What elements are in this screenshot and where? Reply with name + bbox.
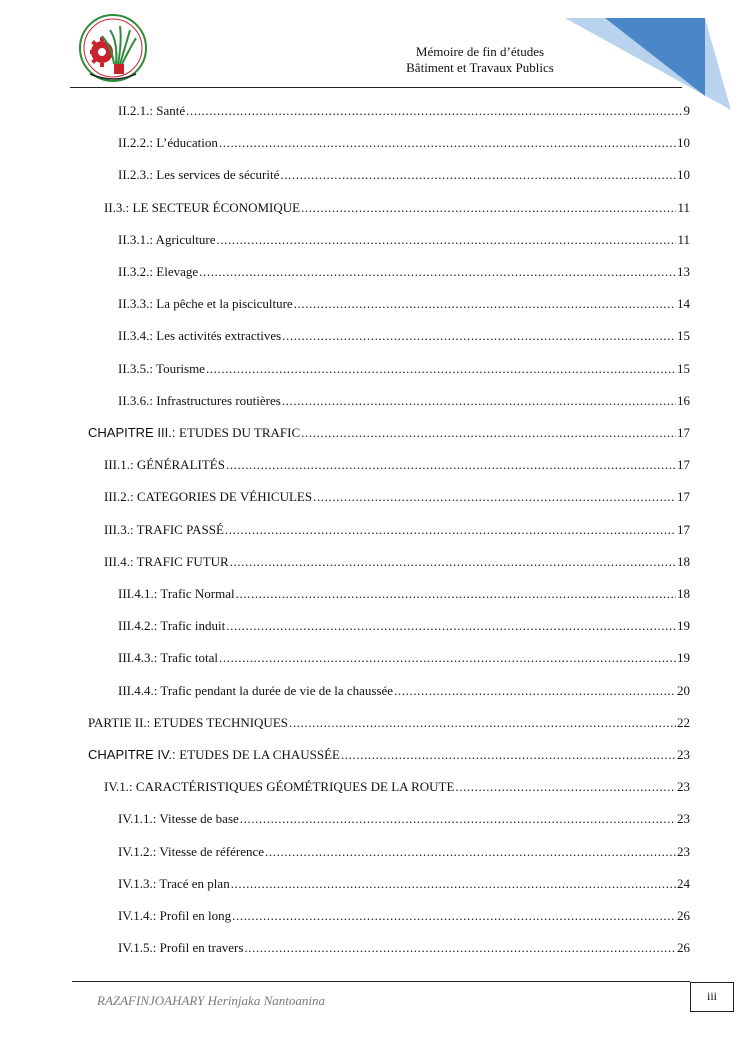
toc-entry-page: 17 xyxy=(677,489,690,505)
toc-leader-dots xyxy=(313,489,676,505)
toc-entry-label: II.3.2.: Elevage xyxy=(118,264,199,279)
toc-entry-label: IV.1.5.: Profil en travers xyxy=(118,940,244,956)
toc-leader-dots xyxy=(186,103,682,119)
toc-entry[interactable] xyxy=(104,554,690,572)
toc-leader-dots xyxy=(301,425,676,441)
toc-entry-page: 15 xyxy=(677,360,690,376)
toc-entry-page: 9 xyxy=(683,103,690,118)
toc-leader-dots xyxy=(230,554,676,570)
toc-entry-label: II.3.6.: Infrastructures routières xyxy=(118,392,281,408)
toc-entry-label xyxy=(88,747,340,763)
toc-entry-page: 23 xyxy=(677,811,690,827)
toc-entry-label: II.3.5.: Tourisme xyxy=(118,360,205,376)
toc-chapter-prefix: CHAPITRE III.: xyxy=(88,425,176,440)
toc-entry-page: 15 xyxy=(677,328,690,344)
toc-entry-page: 20 xyxy=(677,682,690,698)
toc-entry[interactable] xyxy=(118,264,690,282)
toc-entry[interactable] xyxy=(118,361,690,379)
toc-entry-label: II.2.3.: Les services de sécurité xyxy=(118,167,280,183)
toc-leader-dots xyxy=(216,232,676,248)
toc-entry-page: 10 xyxy=(677,167,690,183)
toc-entry-label: II.2.1.: Santé xyxy=(118,103,186,118)
toc-entry-label: III.4.: TRAFIC FUTUR xyxy=(104,553,229,569)
toc-entry-label: PARTIE II.: ETUDES TECHNIQUES xyxy=(88,714,288,730)
toc-entry-label: IV.1.3.: Tracé en plan xyxy=(118,875,230,891)
toc-entry[interactable] xyxy=(104,522,690,540)
toc-entry-label: III.3.: TRAFIC PASSÉ xyxy=(104,521,224,537)
toc-leader-dots xyxy=(455,779,676,795)
toc-entry[interactable] xyxy=(88,715,690,733)
toc-leader-dots xyxy=(232,908,676,924)
toc-leader-dots xyxy=(282,393,676,409)
toc-entry[interactable] xyxy=(118,908,690,926)
document-header xyxy=(380,44,580,76)
toc-chapter-title: ETUDES DE LA CHAUSSÉE xyxy=(179,747,340,762)
toc-leader-dots xyxy=(219,135,676,151)
toc-leader-dots xyxy=(226,457,676,473)
toc-entry[interactable] xyxy=(118,683,690,701)
toc-leader-dots xyxy=(294,296,676,312)
toc-entry[interactable] xyxy=(118,135,690,153)
toc-entry-label: III.2.: CATEGORIES DE VÉHICULES xyxy=(104,489,313,505)
toc-leader-dots xyxy=(282,328,676,344)
toc-entry[interactable] xyxy=(118,393,690,411)
toc-entry[interactable] xyxy=(118,232,690,250)
toc-entry[interactable] xyxy=(118,586,690,604)
header-subtitle: Bâtiment et Travaux Publics xyxy=(406,60,554,75)
toc-entry-label: III.1.: GÉNÉRALITÉS xyxy=(104,457,225,473)
toc-entry[interactable] xyxy=(118,844,690,862)
toc-entry-label: IV.1.2.: Vitesse de référence xyxy=(118,843,265,859)
toc-entry[interactable] xyxy=(88,747,690,765)
toc-entry-label: II.3.1.: Agriculture xyxy=(118,231,216,247)
toc-chapter-title: ETUDES DU TRAFIC xyxy=(179,425,301,440)
toc-entry-page: 19 xyxy=(677,618,690,634)
toc-entry-page: 11 xyxy=(677,199,690,215)
toc-entry-page: 23 xyxy=(677,747,690,762)
toc-entry-label: III.4.2.: Trafic induit xyxy=(118,618,226,634)
toc-entry-page: 18 xyxy=(677,553,690,569)
toc-entry-label: IV.1.1.: Vitesse de base xyxy=(118,811,239,827)
toc-entry-label: II.3.3.: La pêche et la pisciculture xyxy=(118,296,293,312)
toc-entry-label: II.2.2.: L’éducation xyxy=(118,135,218,151)
toc-entry[interactable] xyxy=(88,425,690,443)
toc-entry[interactable] xyxy=(118,296,690,314)
toc-leader-dots xyxy=(240,811,676,827)
toc-entry-page: 13 xyxy=(677,264,690,279)
toc-entry-page: 11 xyxy=(677,231,690,247)
toc-entry-label: III.4.4.: Trafic pendant la durée de vie de la chaussée xyxy=(118,682,394,698)
toc-leader-dots xyxy=(265,844,676,860)
toc-entry[interactable] xyxy=(104,489,690,507)
toc-chapter-prefix: CHAPITRE IV.: xyxy=(88,747,176,762)
footer-divider xyxy=(72,981,690,982)
toc-entry[interactable] xyxy=(118,876,690,894)
toc-entry[interactable] xyxy=(104,200,690,218)
footer-author: RAZAFINJOAHARY Herinjaka Nantoanina xyxy=(97,993,325,1008)
toc-entry-page: 17 xyxy=(677,457,690,473)
toc-leader-dots xyxy=(301,200,676,216)
toc-entry-label: IV.1.: CARACTÉRISTIQUES GÉOMÉTRIQUES DE LA ROUTE xyxy=(104,779,455,795)
toc-entry[interactable] xyxy=(118,618,690,636)
toc-entry[interactable] xyxy=(118,167,690,185)
toc-leader-dots xyxy=(341,747,676,763)
toc-entry-label: IV.1.4.: Profil en long xyxy=(118,908,232,923)
toc-entry[interactable] xyxy=(118,811,690,829)
toc-entry-label: II.3.4.: Les activités extractives xyxy=(118,328,282,344)
toc-leader-dots xyxy=(244,940,676,956)
toc-entry-page: 26 xyxy=(677,908,690,923)
toc-entry[interactable] xyxy=(104,779,690,797)
toc-entry-page: 10 xyxy=(677,135,690,151)
toc-entry-page: 24 xyxy=(677,875,690,891)
toc-leader-dots xyxy=(199,264,676,280)
toc-entry[interactable] xyxy=(118,940,690,958)
toc-entry-page: 26 xyxy=(677,940,690,956)
toc-entry-page: 17 xyxy=(677,425,690,440)
toc-leader-dots xyxy=(394,683,676,699)
toc-entry-page: 17 xyxy=(677,521,690,537)
toc-entry-page: 18 xyxy=(677,586,690,601)
toc-leader-dots xyxy=(280,167,676,183)
toc-entry-page: 14 xyxy=(677,296,690,312)
toc-entry[interactable] xyxy=(118,103,690,121)
toc-entry[interactable] xyxy=(118,650,690,668)
toc-entry-page: 19 xyxy=(677,650,690,666)
toc-entry-label: III.4.1.: Trafic Normal xyxy=(118,586,235,601)
toc-leader-dots xyxy=(289,715,676,731)
toc-entry[interactable] xyxy=(104,457,690,475)
header-divider xyxy=(70,87,682,88)
toc-leader-dots xyxy=(231,876,676,892)
toc-leader-dots xyxy=(225,522,676,538)
toc-entry-label: II.3.: LE SECTEUR ÉCONOMIQUE xyxy=(104,199,301,215)
page-number: iii xyxy=(690,982,734,1012)
toc-leader-dots xyxy=(226,618,676,634)
toc-entry-label xyxy=(88,425,300,441)
school-logo xyxy=(78,12,148,87)
toc-entry-page: 23 xyxy=(677,779,690,795)
toc-leader-dots xyxy=(236,586,676,602)
toc-entry-page: 22 xyxy=(677,714,690,730)
header-title: Mémoire de fin d’études xyxy=(415,44,545,59)
toc-entry-page: 23 xyxy=(677,843,690,859)
toc-entry-page: 16 xyxy=(677,392,690,408)
toc-leader-dots xyxy=(219,650,676,666)
toc-entry[interactable] xyxy=(118,328,690,346)
toc-leader-dots xyxy=(206,361,676,377)
toc-entry-label: III.4.3.: Trafic total xyxy=(118,650,219,666)
